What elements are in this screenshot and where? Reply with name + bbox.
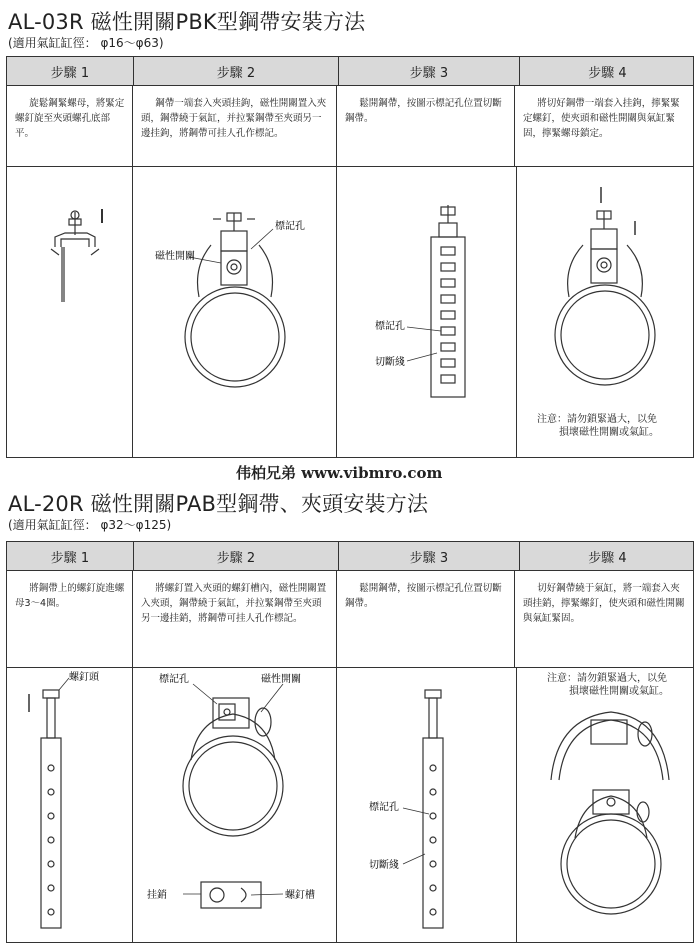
figure-step2 [133, 167, 337, 457]
watermark: 伟柏兄弟 www.vibmro.com [236, 464, 443, 482]
step-description: 將鋼帶上的螺釘旋進螺母3～4圈。 [7, 571, 133, 667]
magnetic-switch-label: 磁性開關 [155, 251, 195, 262]
section1-desc-row [7, 86, 693, 167]
section1-header-row [7, 57, 693, 86]
section2-figure-row [7, 668, 693, 942]
cut-line-label: 切斷綫 [369, 860, 399, 871]
section1-title: AL-03R 磁性開關PBK型鋼帶安裝方法 [8, 10, 366, 34]
step-header: 步驟 1 [7, 542, 134, 570]
figure-step1 [7, 167, 133, 457]
figure-step1 [7, 668, 133, 942]
band-step1-diagram [7, 668, 133, 942]
cut-line-label: 切斷綫 [375, 357, 405, 368]
step-header: 步驟 1 [7, 57, 134, 85]
screw-slot-label: 螺釘槽 [285, 890, 315, 901]
mark-hole-label: 標記孔 [275, 221, 305, 232]
figure-step4 [517, 167, 692, 457]
figure-step3 [337, 668, 517, 942]
step-description: 鋼帶一端套入夾頭挂鉤，磁性開關置入夾頭，鋼帶繞于氣缸，并拉緊鋼帶至夾頭另一邊挂鉤，將鋼帶可挂人孔作標記。 [133, 86, 337, 166]
band-step2-diagram [133, 668, 337, 942]
section2-desc-row [7, 571, 693, 668]
step-description: 將螺釘置入夾頭的螺釘槽內，磁性開關置入夾頭，鋼帶繞于氣缸，并拉緊鋼帶至夾頭另一邊挂銷，將鋼帶可挂人孔作標記。 [133, 571, 337, 667]
step-description: 切好鋼帶繞于氣缸，將一端套入夾頭挂銷，擰緊螺釘，使夾頭和磁性開關與氣缸緊固。 [523, 583, 685, 624]
section1-table [6, 56, 694, 458]
step-header: 步驟 3 [339, 542, 520, 570]
step-description: 將切好鋼帶一端套入挂鉤，擰緊緊定螺釘，使夾頭和磁性開關與氣缸緊固，擰緊螺母鎖定。 [523, 98, 680, 139]
step-header: 步驟 2 [134, 542, 339, 570]
section2-title: AL-20R 磁性開關PAB型鋼帶、夾頭安裝方法 [8, 492, 429, 516]
step-description: 旋鬆鋼緊螺母，將緊定螺釘旋至夾頭螺孔底部平。 [7, 86, 133, 166]
note-line: 損壞磁性開關或氣缸。 [569, 686, 669, 697]
section1-figure-row [7, 167, 693, 457]
band-step3-diagram [337, 668, 517, 942]
band-step4-diagram [517, 668, 692, 942]
figure-step2 [133, 668, 337, 942]
section2-header-row [7, 542, 693, 571]
step-header: 步驟 2 [134, 57, 339, 85]
mark-hole-label: 標記孔 [369, 802, 399, 813]
note-line: 注意：請勿鎖緊過大，以免 [547, 673, 667, 684]
mark-hole-label: 標記孔 [375, 321, 405, 332]
note-line: 注意：請勿鎖緊過大，以免 [537, 414, 657, 425]
step-description: 鬆開鋼帶，按圖示標記孔位置切斷鋼帶。 [337, 571, 515, 667]
figure-step3 [337, 167, 517, 457]
magnetic-switch-label: 磁性開關 [261, 674, 301, 685]
section2-table [6, 541, 694, 943]
step-description: 鬆開鋼帶，按圖示標記孔位置切斷鋼帶。 [337, 86, 515, 166]
band-step3-diagram [337, 167, 517, 457]
section2-subtitle: (適用氣缸缸徑： φ32～φ125) [8, 518, 172, 532]
section1-subtitle: (適用氣缸缸徑： φ16～φ63) [8, 36, 164, 50]
step-header: 步驟 3 [339, 57, 520, 85]
note-line: 損壞磁性開關或氣缸。 [559, 427, 659, 438]
step-header: 步驟 4 [588, 65, 627, 81]
mark-hole-label: 標記孔 [159, 674, 189, 685]
screw-head-label: 螺釘頭 [69, 672, 99, 683]
band-step1-diagram [7, 167, 133, 457]
hook-pin-label: 挂銷 [147, 890, 167, 901]
step-header: 步驟 4 [588, 550, 627, 566]
band-step2-diagram [133, 167, 337, 457]
figure-step4 [517, 668, 692, 942]
